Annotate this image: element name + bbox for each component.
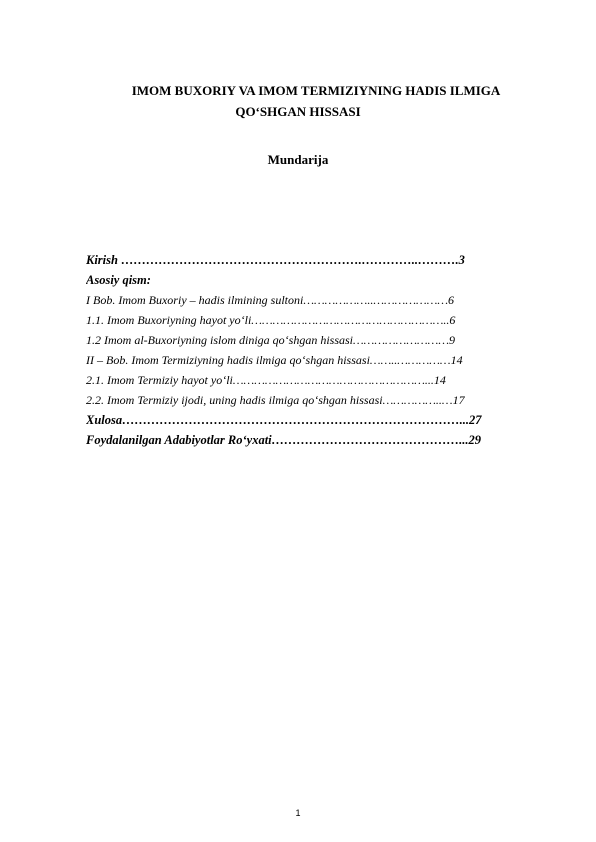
toc-entry: 1.1. Imom Buxoriyning hayot yo‘li………………………………………………..6 xyxy=(86,313,456,327)
toc-entry: 1.2 Imom al-Buxoriyning islom diniga qo‘shgan hissasi………………………9 xyxy=(86,333,456,347)
toc-entry: Xulosa………………………………………………………………………...27 xyxy=(86,413,482,427)
toc-entry: 2.2. Imom Termiziy ijodi, uning hadis ilmiga qo‘shgan hissasi……………..…17 xyxy=(86,393,465,407)
toc-entry: Foydalanilgan Adabiyotlar Ro‘yxati………………………………………...29 xyxy=(86,433,482,447)
toc-heading: Mundarija xyxy=(267,152,329,167)
toc-entry: 2.1. Imom Termiziy hayot yo‘li………………………………………………...14 xyxy=(86,373,446,387)
toc-entry: I Bob. Imom Buxoriy – hadis ilmining sultoni………………..…………………6 xyxy=(86,293,455,307)
page-number: 1 xyxy=(295,808,301,818)
document-title xyxy=(60,80,536,122)
title-line-1: IMOM BUXORIY VA IMOM TERMIZIYNING HADIS ILMIGA xyxy=(131,83,501,98)
table-of-contents xyxy=(86,250,528,450)
title-line-2: QO‘SHGAN HISSASI xyxy=(235,104,361,119)
toc-entry: II – Bob. Imom Termiziyning hadis ilmiga qo‘shgan hissasi……..……………14 xyxy=(86,353,463,367)
toc-entry: Asosiy qism: xyxy=(86,273,151,287)
toc-entry: Kirish ………………………………………………….…………..……….3 xyxy=(86,253,465,267)
